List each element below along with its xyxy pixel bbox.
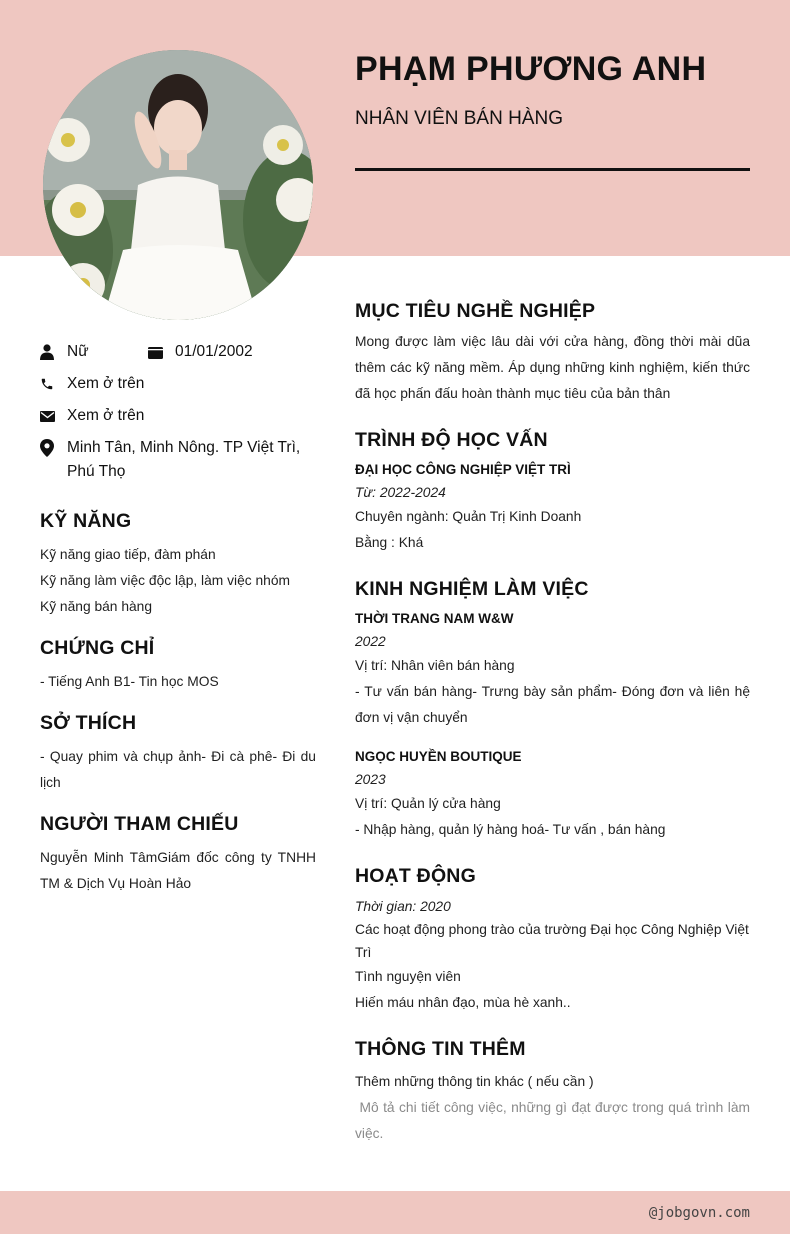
footer-band [0,1191,790,1234]
profile-photo [43,50,313,320]
additional-section [355,1038,754,1147]
experience-entry [355,609,750,731]
hobbies-section [40,712,316,796]
candidate-name: PHẠM PHƯƠNG ANH [355,50,707,88]
person-icon [40,340,67,364]
email-value: Xem ở trên [67,407,145,424]
right-column [355,300,754,1147]
objective-text: Mong được làm việc lâu dài với cửa hàng, đồng thời mài dũa thêm các kỹ năng mềm. Áp dụng những kinh nghiệm, kiến thức đã học phấn đấu hoàn thành mục tiêu của bản thân [355,334,750,401]
references-text: Nguyễn Minh TâmGiám đốc công ty TNHH TM & Dịch Vụ Hoàn Hảo [40,850,316,891]
activities-title: HOẠT ĐỘNG [355,865,476,887]
activity-item: Tình nguyện viên [355,969,461,984]
objective-section [355,300,750,407]
company-name: THỜI TRANG NAM W&W [355,611,514,626]
job-position: Vị trí: Nhân viên bán hàng [355,658,515,673]
experience-entry [355,747,750,843]
objective-title: MỤC TIÊU NGHỀ NGHIỆP [355,300,596,322]
skill-item: Kỹ năng giao tiếp, đàm phán [40,547,216,562]
certificates-text: - Tiếng Anh B1- Tin học MOS [40,674,219,689]
email-row [40,404,316,428]
education-degree: Bằng : Khá [355,535,424,550]
additional-title: THÔNG TIN THÊM [355,1038,526,1060]
job-position: Vị trí: Quản lý cửa hàng [355,796,501,811]
references-section [40,813,316,897]
activities-section [355,865,750,1016]
phone-icon [40,372,67,396]
references-title: NGƯỜI THAM CHIẾU [40,813,239,835]
activities-time: Thời gian: 2020 [355,899,451,914]
job-duties: - Nhập hàng, quản lý hàng hoá- Tư vấn , bán hàng [355,822,666,837]
calendar-icon [148,340,175,364]
education-title: TRÌNH ĐỘ HỌC VẤN [355,429,548,451]
school-name: ĐẠI HỌC CÔNG NGHIỆP VIỆT TRÌ [355,462,571,477]
envelope-icon [40,404,67,428]
certificates-section [40,637,316,695]
additional-line-2: Mô tả chi tiết công việc, những gì đạt được trong quá trình làm việc. [355,1100,754,1141]
education-period: Từ: 2022-2024 [355,485,446,500]
hobbies-text: - Quay phim và chụp ảnh- Đi cà phê- Đi du lịch [40,749,316,790]
birthday-value: 01/01/2002 [175,343,253,360]
company-name: NGỌC HUYỀN BOUTIQUE [355,749,522,764]
phone-row [40,372,316,396]
experience-title: KINH NGHIỆM LÀM VIỆC [355,578,589,600]
certificates-title: CHỨNG CHỈ [40,637,155,659]
job-duties: - Tư vấn bán hàng- Trưng bày sản phẩm- Đóng đơn và liên hệ đơn vị vận chuyển [355,684,750,725]
activity-item: Hiến máu nhân đạo, mùa hè xanh.. [355,995,571,1010]
education-major: Chuyên ngành: Quản Trị Kinh Doanh [355,509,582,524]
address-value: Minh Tân, Minh Nông. TP Việt Trì, Phú Thọ [67,439,301,480]
activity-item: Các hoạt động phong trào của trường Đại học Công Nghiệp Việt Trì [355,922,749,960]
location-pin-icon [40,436,67,460]
skills-section [40,510,316,620]
footer-watermark: @jobgovn.com [648,1205,750,1221]
education-section [355,429,750,556]
phone-value: Xem ở trên [67,375,145,392]
address-row [40,436,316,484]
job-year: 2022 [355,634,386,649]
additional-line-1: Thêm những thông tin khác ( nếu cần ) [355,1074,594,1089]
skill-item: Kỹ năng làm việc độc lập, làm việc nhóm [40,573,290,588]
hobbies-title: SỞ THÍCH [40,712,137,734]
header-divider [355,168,750,171]
experience-section [355,578,750,843]
left-column [40,340,316,897]
job-title: NHÂN VIÊN BÁN HÀNG [355,108,563,129]
skills-title: KỸ NĂNG [40,510,132,532]
gender-value: Nữ [67,343,89,360]
job-year: 2023 [355,772,386,787]
gender-birthday-row [40,340,316,364]
skill-item: Kỹ năng bán hàng [40,599,153,614]
